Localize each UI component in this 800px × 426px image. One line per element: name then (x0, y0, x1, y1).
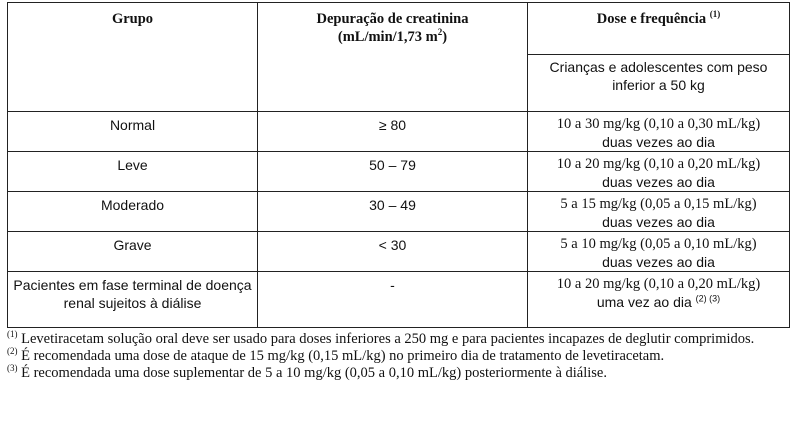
header-clearance-unit-close: ) (442, 29, 448, 45)
footnote-3 (7, 365, 793, 382)
header-subgroup (528, 55, 790, 112)
footnote-1 (7, 331, 793, 348)
header-clearance (258, 3, 528, 112)
table-row (8, 272, 790, 328)
cell-clearance: 50 – 79 (258, 152, 528, 192)
header-dose (528, 3, 790, 55)
cell-group: Leve (8, 152, 258, 192)
dose-line-2 (532, 293, 785, 311)
dose-line-2-text: uma vez ao dia (596, 294, 692, 310)
footnote-mark: (2) (7, 346, 18, 357)
cell-dose (528, 192, 790, 232)
dose-line-1: 5 a 10 mg/kg (0,05 a 0,10 mL/kg) (560, 236, 757, 252)
header-clearance-unit: (mL/min/1,73 m (337, 29, 438, 45)
dose-line-1: 10 a 30 mg/kg (0,10 a 0,30 mL/kg) (556, 116, 761, 132)
table-row (8, 112, 790, 152)
footnote-mark: (3) (7, 363, 18, 374)
cell-clearance: 30 – 49 (258, 192, 528, 232)
header-group-label: Grupo (111, 11, 154, 27)
table-row (8, 192, 790, 232)
header-dose-footnote-ref: (1) (709, 9, 721, 20)
cell-dose (528, 272, 790, 328)
dose-line-2: duas vezes ao dia (602, 254, 715, 270)
cell-dose (528, 152, 790, 192)
footnote-text: É recomendada uma dose de ataque de 15 mg/kg (0,15 mL/kg) no primeiro dia de tratamento de levetiracetam. (17, 348, 665, 364)
dose-footnote-ref: (2) (3) (695, 293, 721, 304)
cell-group: Grave (8, 232, 258, 272)
table-row (8, 152, 790, 192)
dose-line-1: 10 a 20 mg/kg (0,10 a 0,20 mL/kg) (556, 276, 761, 292)
dose-line-2: duas vezes ao dia (602, 214, 715, 230)
dosing-table (7, 2, 790, 328)
footnote-text: Levetiracetam solução oral deve ser usado para doses inferiores a 250 mg e para pacientes incapazes de deglutir comprimidos. (17, 331, 755, 347)
document (7, 2, 793, 382)
dose-line-1: 5 a 15 mg/kg (0,05 a 0,15 mL/kg) (560, 196, 757, 212)
header-clearance-unit-exponent: 2 (437, 27, 443, 38)
header-subgroup-label: Crianças e adolescentes com peso inferior a 50 kg (549, 59, 768, 93)
header-dose-label: Dose e frequência (596, 11, 707, 27)
dose-line-2: duas vezes ao dia (602, 134, 715, 150)
cell-group: Pacientes em fase terminal de doença renal sujeitos à diálise (8, 272, 258, 328)
header-row (8, 3, 790, 55)
cell-clearance: ≥ 80 (258, 112, 528, 152)
header-group (8, 3, 258, 112)
cell-dose (528, 232, 790, 272)
cell-group: Normal (8, 112, 258, 152)
footnote-mark: (1) (7, 329, 18, 340)
cell-clearance: < 30 (258, 232, 528, 272)
footnotes (7, 331, 793, 382)
footnote-text: É recomendada uma dose suplementar de 5 a 10 mg/kg (0,05 a 0,10 mL/kg) posteriormente à diálise. (17, 365, 607, 381)
footnote-2 (7, 348, 793, 365)
dose-line-2: duas vezes ao dia (602, 174, 715, 190)
table-row (8, 232, 790, 272)
cell-dose (528, 112, 790, 152)
dose-line-1: 10 a 20 mg/kg (0,10 a 0,20 mL/kg) (556, 156, 761, 172)
header-clearance-label: Depuração de creatinina (316, 11, 469, 27)
cell-clearance: - (258, 272, 528, 328)
cell-group: Moderado (8, 192, 258, 232)
